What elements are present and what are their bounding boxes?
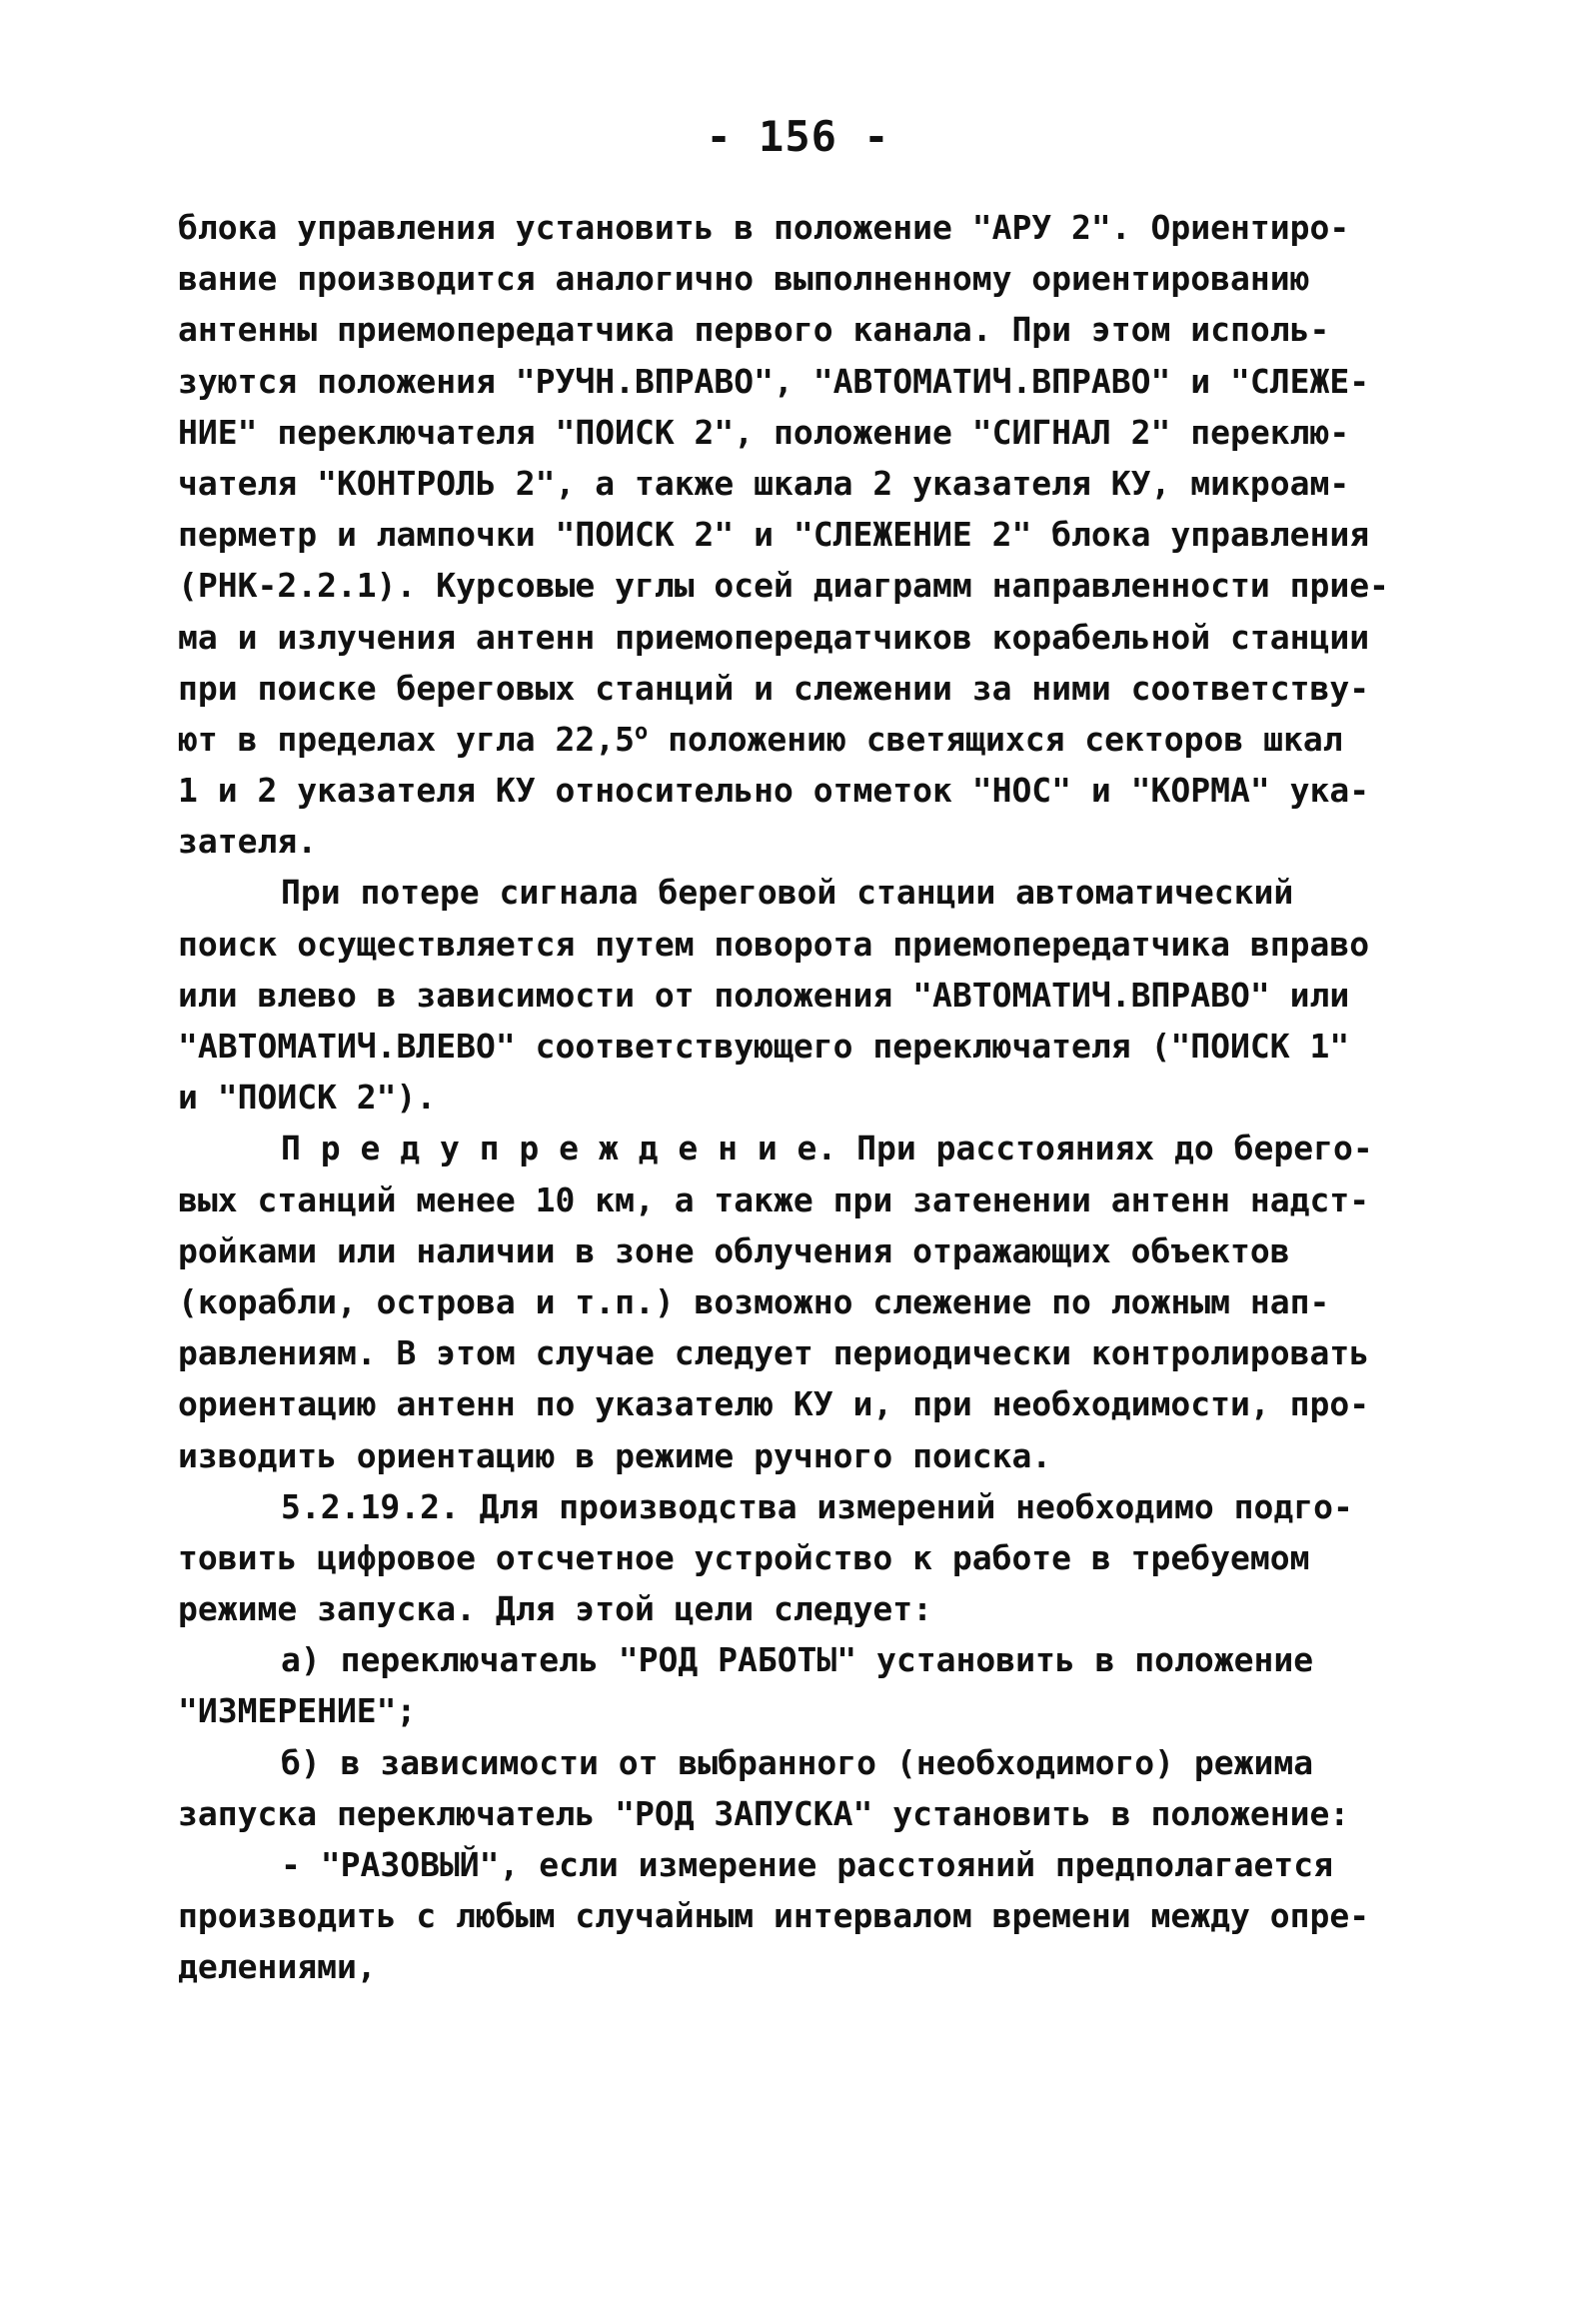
text-line: "ИЗМЕРЕНИЕ"; [178, 1691, 417, 1731]
text-line: или влево в зависимости от положения "АВТОМАТИЧ.ВПРАВО" или [178, 975, 1350, 1015]
dash-item-line: - "РАЗОВЫЙ", если измерение расстояний предполагается [281, 1845, 1333, 1884]
text-line: 1 и 2 указателя КУ относительно отметок "НОС" и "КОРМА" ука- [178, 771, 1370, 811]
text-line: равлениям. В этом случае следует периодически контролировать [178, 1333, 1370, 1373]
text-line: чателя "КОНТРОЛЬ 2", а также шкала 2 указателя КУ, микроам- [178, 463, 1350, 503]
text-line: блока управления установить в положение "АРУ 2". Ориентиро- [178, 208, 1350, 247]
text-line: зуются положения "РУЧН.ВПРАВО", "АВТОМАТИЧ.ВПРАВО" и "СЛЕЖЕ- [178, 361, 1370, 401]
text-line-with-superscript [178, 714, 1447, 765]
text-segment: положению светящихся секторов шкал [648, 719, 1343, 759]
text-line: и "ПОИСК 2"). [178, 1078, 437, 1118]
text-line: производить с любым случайным интервалом времени между опре- [178, 1896, 1370, 1936]
text-line: НИЕ" переключателя "ПОИСК 2", положение "СИГНАЛ 2" переклю- [178, 412, 1350, 452]
warning-paragraph-start-line: П р е д у п р е ж д е н и е. При расстояниях до берего- [281, 1129, 1373, 1168]
text-line: при поиске береговых станций и слежении за ними соответству- [178, 668, 1370, 708]
text-line: делениями, [178, 1947, 377, 1987]
list-item-b-line: б) в зависимости от выбранного (необходимого) режима [281, 1742, 1314, 1782]
text-line: ройками или наличии в зоне облучения отражающих объектов [178, 1230, 1290, 1270]
degree-superscript: о [634, 719, 649, 745]
text-line: изводить ориентацию в режиме ручного поиска. [178, 1435, 1052, 1475]
text-line: вых станций менее 10 км, а также при затенении антенн надст- [178, 1179, 1370, 1219]
text-line: антенны приемопередатчика первого канала. При этом исполь- [178, 310, 1330, 350]
text-line: "АВТОМАТИЧ.ВЛЕВО" соответствующего переключателя ("ПОИСК 1" [178, 1027, 1350, 1066]
text-line: режиме запуска. Для этой цели следует: [178, 1589, 932, 1629]
section-start-line: 5.2.19.2. Для производства измерений необходимо подго- [281, 1486, 1353, 1526]
body-text [178, 202, 1447, 1993]
text-line: товить цифровое отсчетное устройство к работе в требуемом [178, 1537, 1310, 1577]
text-line: (корабли, острова и т.п.) возможно слежение по ложным нап- [178, 1281, 1330, 1321]
page-number: - 156 - [706, 112, 890, 161]
text-line: поиск осуществляется путем поворота приемопередатчика вправо [178, 924, 1370, 964]
text-line: перметр и лампочки "ПОИСК 2" и "СЛЕЖЕНИЕ 2" блока управления [178, 515, 1370, 555]
text-line: ориентацию антенн по указателю КУ и, при необходимости, про- [178, 1384, 1370, 1424]
text-line: вание производится аналогично выполненному ориентированию [178, 259, 1310, 299]
text-line: (РНК-2.2.1). Курсовые углы осей диаграмм направленности прие- [178, 566, 1389, 606]
text-line: запуска переключатель "РОД ЗАПУСКА" установить в положение: [178, 1793, 1350, 1833]
text-line: зателя. [178, 822, 318, 862]
text-line: ма и излучения антенн приемопередатчиков корабельной станции [178, 617, 1370, 657]
list-item-a-line: а) переключатель "РОД РАБОТЫ" установить в положение [281, 1640, 1314, 1680]
text-segment: ют в пределах угла 22,5 [178, 719, 635, 759]
paragraph-start-line: При потере сигнала береговой станции автоматический [281, 873, 1294, 913]
